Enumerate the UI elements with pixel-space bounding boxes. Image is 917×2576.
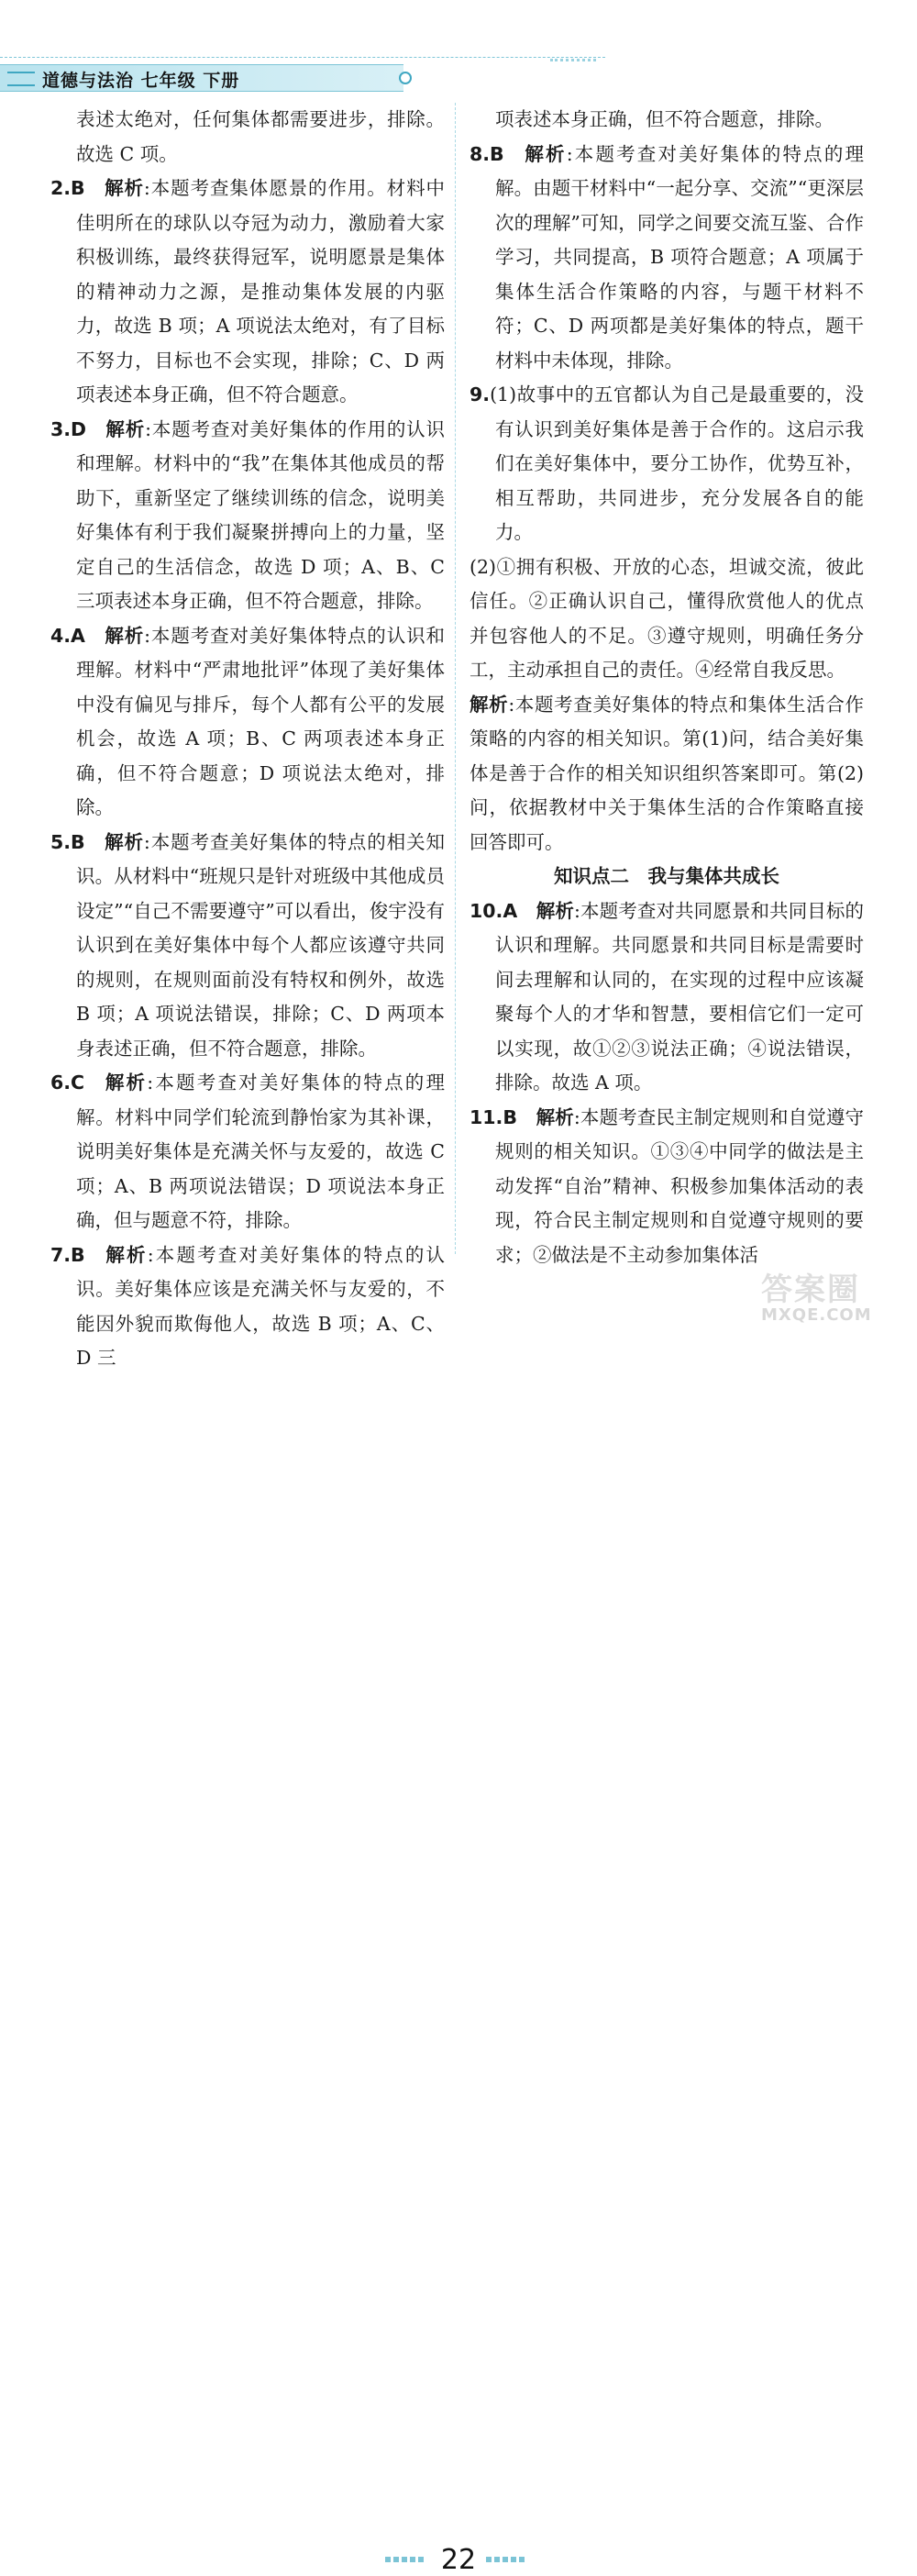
question-number: 9. (470, 383, 491, 405)
entry-text: :本题考查对美好集体的特点的认识。美好集体应该是充满关怀与友爱的，不能因外貌而欺侮他人，故选 B 项；A、C、D 三 (76, 1243, 446, 1369)
analysis-label: 解析 (536, 1105, 574, 1128)
entry-text: :本题考查对美好集体的作用的认识和理解。材料中的“我”在集体其他成员的帮助下，重新坚定了继续训练的信念，说明美好集体有利于我们凝聚拼搏向上的力量，坚定自己的生活信念，故选 D 项；A、B、C 三项表述本身正确，但不符合题意，排除。 (76, 417, 446, 612)
answer-entry (470, 1101, 864, 1273)
entry-text: :本题考查集体愿景的作用。材料中佳明所在的球队以夺冠为动力，激励着大家积极训练，最终获得冠军，说明愿景是集体的精神动力之源，是推动集体发展的内驱力，故选 B 项；A 项说法太绝对，有了目标不努力，目标也不会实现，排除；C、D 两项表述本身正确，但不符合题意。 (76, 177, 445, 405)
answer-entry (470, 103, 864, 138)
left-column (50, 103, 445, 1376)
entry-text: :本题考查对美好集体特点的认识和理解。材料中“严肃地批评”体现了美好集体中没有偏见与排斥，每个人都有公平的发展机会，故选 A 项；B、C 两项表述本身正确，但不符合题意；D 项说法太绝对，排除。 (76, 624, 446, 818)
entry-text: :本题考查民主制定规则和自觉遵守规则的相关知识。①③④中同学的做法是主动发挥“自治”精神、积极参加集体活动的表现，符合民主制定规则和自觉遵守规则的要求；②做法是不主动参加集体活 (495, 1105, 865, 1266)
question-number: 8.B (470, 142, 504, 165)
answer-entry (50, 1066, 445, 1238)
page-header (0, 0, 917, 101)
answer-entry (50, 413, 445, 619)
answer-entry (50, 619, 445, 826)
answer-entry (470, 550, 864, 688)
entry-text: :本题考查对美好集体的特点的理解。材料中同学们轮流到静怡家为其补课，说明美好集体是充满关怀与友爱的，故选 C 项；A、B 两项说法错误；D 项说法本身正确，但与题意不符，排除。 (76, 1071, 446, 1231)
question-number: 7.B (50, 1243, 85, 1266)
question-number: 10.A (470, 899, 518, 922)
book-title: 道德与法治 七年级 下册 (42, 71, 240, 91)
analysis-label: 解析 (523, 142, 567, 165)
entry-text: 项表述本身正确，但不符合题意，排除。 (495, 108, 834, 130)
question-number: 2.B (50, 177, 85, 199)
answer-entry (50, 826, 445, 1067)
answer-entry (470, 378, 864, 550)
answer-entry (470, 688, 864, 861)
header-ornament-icon (7, 72, 35, 86)
watermark-text: 答案圈 (761, 1271, 860, 1308)
entry-text: :本题考查美好集体的特点和集体生活合作策略的内容的相关知识。第(1)问，结合美好集体是善于合作的相关知识组织答案即可。第(2)问，依据教材中关于集体生活的合作策略直接回答即可。 (470, 693, 865, 853)
analysis-label: 解析 (104, 177, 144, 199)
column-divider (455, 103, 456, 1254)
analysis-label: 解析 (105, 417, 146, 440)
question-number: 11.B (470, 1105, 517, 1128)
header-rule (0, 57, 605, 58)
analysis-label: 解析 (536, 899, 575, 922)
analysis-label: 解析 (104, 1243, 148, 1266)
entry-text: 表述太绝对，任何集体都需要进步，排除。故选 C 项。 (76, 108, 445, 165)
answer-entry (470, 894, 864, 1101)
footer-ornament-right (486, 2557, 527, 2562)
question-number: 4.A (50, 624, 85, 647)
right-column (470, 103, 864, 1272)
analysis-label: 解析 (104, 624, 145, 647)
question-number: 5.B (50, 830, 85, 853)
section-heading: 知识点二 我与集体共成长 (554, 865, 779, 887)
question-number: 6.C (50, 1071, 85, 1094)
watermark-logo (761, 1264, 908, 1338)
analysis-label: 解析 (104, 830, 144, 853)
entry-text: :本题考查美好集体的特点的相关知识。从材料中“班规只是针对班级中其他成员设定”“自己不需要遵守”可以看出，俊宇没有认识到在美好集体中每个人都应该遵守共同的规则，在规则面前没有特权和例外，故选 B 项；A 项说法错误，排除；C、D 两项本身表述正确，但不符合题意，排除。 (76, 830, 445, 1060)
question-number: 3.D (50, 417, 87, 440)
answer-entry (50, 103, 445, 172)
analysis-label: 解析 (103, 1071, 148, 1094)
answer-entry (470, 138, 864, 379)
watermark-url: MXQE.COM (761, 1305, 872, 1325)
header-dotted-rule (550, 59, 596, 61)
entry-text: :本题考查对美好集体的特点的理解。由题干材料中“一起分享、交流”“更深层次的理解”可知，同学之间要交流互鉴、合作学习，共同提高，B 项符合题意；A 项属于集体生活合作策略的内容，与题干材料不符；C、D 两项都是美好集体的特点，题干材料中未体现，排除。 (495, 142, 865, 372)
page-number: 22 (440, 2544, 477, 2576)
entry-text: (1)故事中的五官都认为自己是最重要的，没有认识到美好集体是善于合作的。这启示我们在美好集体中，要分工协作，优势互补，相互帮助，共同进步，充分发展各自的能力。 (490, 383, 864, 543)
entry-text: (2)①拥有积极、开放的心态，坦诚交流，彼此信任。②正确认识自己，懂得欣赏他人的优点并包容他人的不足。③遵守规则，明确任务分工，主动承担自己的责任。④经常自我反思。 (470, 555, 864, 681)
answer-entry (50, 172, 445, 413)
entry-text: :本题考查对共同愿景和共同目标的认识和理解。共同愿景和共同目标是需要时间去理解和认同的，在实现的过程中应该凝聚每个人的才华和智慧，要相信它们一定可以实现，故①②③说法正确；④说法错误，排除。故选 A 项。 (495, 899, 865, 1094)
analysis-label: 解析 (470, 693, 509, 716)
footer-ornament-left (385, 2557, 426, 2562)
header-dot-icon (399, 72, 412, 84)
